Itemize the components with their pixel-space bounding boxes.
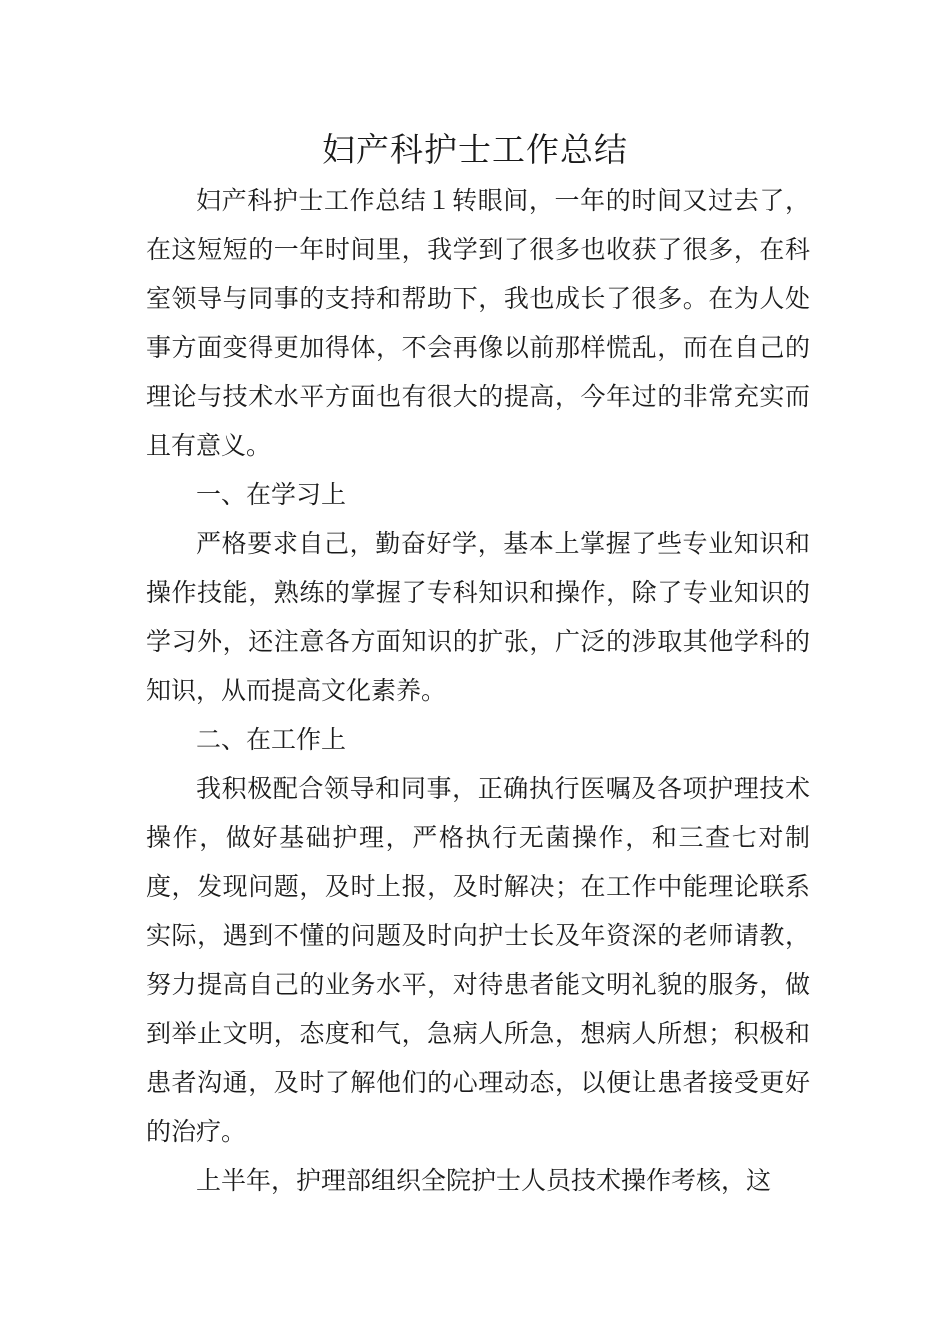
- paragraph-first-half-year: 上半年，护理部组织全院护士人员技术操作考核，这: [196, 1166, 772, 1195]
- section-heading-work: 二、在工作上: [196, 725, 347, 754]
- section-heading-study: 一、在学习上: [196, 480, 347, 509]
- paragraph-intro: 妇产科护士工作总结１转眼间，一年的时间又过去了，在这短短的一年时间里，我学到了很多也收获了很多，在科室领导与同事的支持和帮助下，我也成长了很多。在为人处事方面变得更加得体，不会再像以前那样慌乱，而在自己的理论与技术水平方面也有很大的提高，今年过的非常充实而且有意义。: [146, 186, 810, 460]
- document-body: [146, 176, 810, 1205]
- paragraph-work: 我积极配合领导和同事，正确执行医嘱及各项护理技术操作，做好基础护理，严格执行无菌操作，和三查七对制度，发现问题，及时上报，及时解决；在工作中能理论联系实际，遇到不懂的问题及时向护士长及年资深的老师请教，努力提高自己的业务水平，对待患者能文明礼貌的服务，做到举止文明，态度和气，急病人所急，想病人所想；积极和患者沟通，及时了解他们的心理动态，以便让患者接受更好的治疗。: [146, 774, 810, 1146]
- document-title: 妇产科护士工作总结: [322, 130, 628, 169]
- paragraph-study: 严格要求自己，勤奋好学，基本上掌握了些专业知识和操作技能，熟练的掌握了专科知识和操作，除了专业知识的学习外，还注意各方面知识的扩张，广泛的涉取其他学科的知识，从而提高文化素养。: [146, 529, 810, 705]
